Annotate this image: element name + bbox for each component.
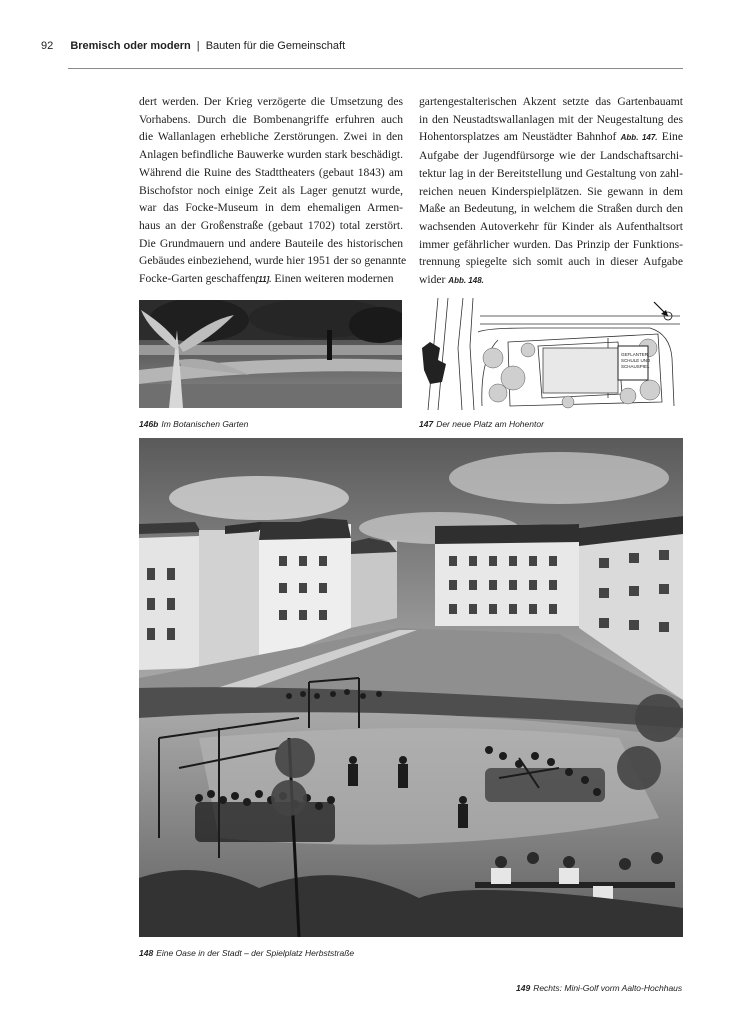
- caption-text: Der neue Platz am Hohentor: [436, 419, 544, 429]
- photo-playground-herbststrasse: [139, 438, 683, 937]
- text-line: Vorhabens. Durch die Bombenangriffe erfuhren auch: [139, 112, 403, 126]
- text-line: dert werden. Der Krieg verzögerte die Umsetzung des: [139, 95, 403, 108]
- text-line: Gebäudes einbeziehend, wurde hier 1951 der so genannte: [139, 254, 407, 268]
- caption-text: Rechts: Mini-Golf vorm Aalto-Hochhaus: [533, 983, 683, 993]
- text-line: wachsenden Autoverkehr für Kinder als Aufenthaltsort: [419, 219, 683, 233]
- plan-label: SCHULE UND: [621, 358, 651, 363]
- text-column-right: [419, 93, 683, 290]
- figure-number: 147: [419, 419, 434, 429]
- caption-text: Eine Oase in der Stadt – der Spielplatz Herbststraße: [156, 948, 355, 958]
- text-line: Aufgabe der Jugendfürsorge wie der Landschaftsarchi-: [419, 149, 683, 163]
- figure-reference: Abb. 148.: [448, 276, 484, 286]
- text-line: gartengestalterischen Akzent setzte das Gartenbauamt: [419, 95, 683, 108]
- section-title: Bremisch oder modern: [70, 40, 191, 52]
- text-line: immer gefährlicher wurden. Das Prinzip der Funktions-: [419, 237, 683, 251]
- text-line: Die Grundmauern und andere Bauteile des historischen: [139, 236, 403, 250]
- header-rule: [68, 68, 683, 69]
- caption-147: [419, 419, 544, 429]
- caption-146b: [139, 419, 248, 429]
- running-header: [41, 40, 683, 52]
- text-line: die Wallanlagen erhebliche Zerstörungen. Zwei in den: [139, 130, 403, 144]
- text-line: Bischofstor noch einige Zeit als Lager genutzt wurde,: [139, 183, 403, 197]
- caption-149: [516, 983, 682, 993]
- text-line: tektur lag in der Bereitstellung und Gestaltung von zahl-: [419, 166, 683, 180]
- text-line: Maße an Bedeutung, in welchem die Straßen durch den: [419, 202, 683, 216]
- caption-148: [139, 948, 354, 958]
- text-line: wider Abb. 148.: [419, 273, 484, 287]
- figure-reference: Abb. 147.: [620, 133, 658, 143]
- figure-number: 148: [139, 948, 154, 958]
- header-separator: |: [196, 40, 200, 52]
- plan-label: SCHAUSPIEL: [621, 364, 650, 369]
- text-line: haus an der Großenstraße (gebaut 1702) total zerstört.: [139, 218, 403, 232]
- figure-number: 149: [516, 983, 531, 993]
- plan-label: GEFLANTER: [621, 352, 649, 357]
- text-line: Hohentorsplatzes am Neustädter Bahnhof Abb. 147. Eine: [419, 130, 683, 144]
- figure-reference: [11].: [255, 275, 272, 285]
- caption-text: Im Botanischen Garten: [161, 419, 249, 429]
- text-line: in den Neustadtswallanlagen mit der Neugestaltung des: [419, 112, 683, 126]
- page-number: 92: [41, 40, 54, 52]
- figure-number: 146b: [139, 419, 159, 429]
- text-line: trennung spiegelte sich somit auch in dieser Aufgabe: [419, 255, 683, 269]
- text-line: reichen neuen Kinderspielplätzen. Sie gewann in dem: [419, 184, 683, 198]
- text-line: Focke-Garten geschaffen[11]. Einen weiteren modernen: [139, 272, 394, 286]
- site-plan-hohentor: [418, 298, 684, 410]
- text-line: Während die Ruine des Stadttheaters (gebaut 1843) am: [139, 165, 403, 179]
- photo-botanical-garden: [139, 300, 402, 408]
- text-column-left: [139, 93, 407, 289]
- text-line: war das Focke-Museum in dem ehemaligen Armen-: [139, 201, 403, 215]
- text-line: Anlagen befindliche Bauwerke wurden stark beschädigt.: [139, 148, 403, 162]
- section-subtitle: Bauten für die Gemeinschaft: [205, 40, 346, 52]
